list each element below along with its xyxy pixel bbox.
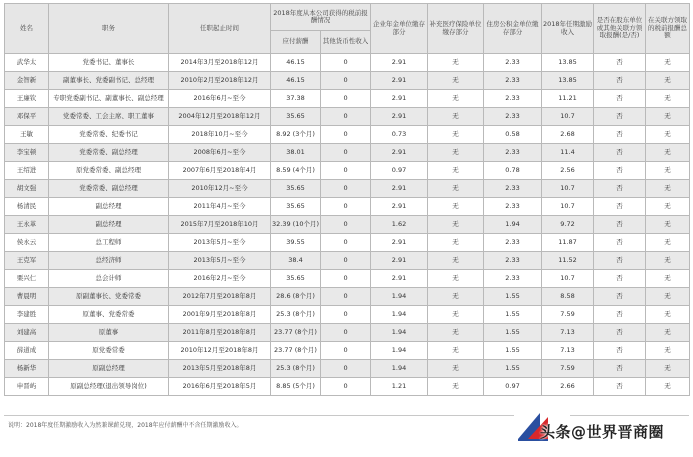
cell-housing: 2.33 [484,144,542,162]
cell-incentive: 10.7 [542,270,594,288]
cell-related: 无 [646,72,690,90]
cell-pension: 2.91 [371,108,428,126]
cell-housing: 2.33 [484,72,542,90]
table-row [5,144,690,162]
cell-payable: 25.3 (8个月) [271,306,321,324]
cell-shareholder: 否 [594,90,646,108]
cell-pension: 1.94 [371,360,428,378]
cell-shareholder: 否 [594,72,646,90]
cell-other: 0 [321,324,371,342]
cell-shareholder: 否 [594,360,646,378]
cell-shareholder: 否 [594,144,646,162]
cell-shareholder: 否 [594,270,646,288]
cell-shareholder: 否 [594,198,646,216]
cell-name: 金智新 [5,72,49,90]
table-row [5,180,690,198]
cell-related: 无 [646,288,690,306]
cell-medical: 无 [428,306,484,324]
cell-related: 无 [646,90,690,108]
table-row [5,270,690,288]
cell-housing: 1.94 [484,216,542,234]
cell-pension: 2.91 [371,198,428,216]
cell-term: 2013年5月至2018年8月 [169,360,271,378]
cell-name: 李建胜 [5,306,49,324]
cell-name: 王永革 [5,216,49,234]
header-related-paid: 在关联方领取的税前报酬总额 [646,4,690,54]
cell-shareholder: 否 [594,378,646,396]
cell-pension: 0.97 [371,162,428,180]
cell-medical: 无 [428,162,484,180]
cell-pension: 1.62 [371,216,428,234]
cell-medical: 无 [428,270,484,288]
cell-medical: 无 [428,378,484,396]
cell-other: 0 [321,378,371,396]
cell-related: 无 [646,216,690,234]
cell-term: 2011年8月至2018年8月 [169,324,271,342]
cell-term: 2018年10月~至今 [169,126,271,144]
cell-position: 原副总经理 [49,360,169,378]
cell-other: 0 [321,288,371,306]
cell-related: 无 [646,342,690,360]
table-row [5,252,690,270]
cell-name: 邓保平 [5,108,49,126]
table-row [5,360,690,378]
cell-incentive: 7.13 [542,342,594,360]
cell-payable: 46.15 [271,72,321,90]
cell-position: 副总经理 [49,198,169,216]
cell-name: 王敏 [5,126,49,144]
cell-housing: 2.33 [484,198,542,216]
cell-shareholder: 否 [594,234,646,252]
header-incentive: 2018年任期激励收入 [542,4,594,54]
cell-payable: 8.59 (4个月) [271,162,321,180]
cell-position: 党委常委、副总经理 [49,180,169,198]
cell-term: 2011年4月~至今 [169,198,271,216]
cell-other: 0 [321,72,371,90]
cell-medical: 无 [428,360,484,378]
cell-incentive: 10.7 [542,108,594,126]
cell-related: 无 [646,270,690,288]
cell-other: 0 [321,90,371,108]
header-housing: 住房公积金单位缴存部分 [484,4,542,54]
table-row [5,162,690,180]
header-medical: 补充医疗保险单位缴存部分 [428,4,484,54]
cell-position: 党委常委、纪委书记 [49,126,169,144]
cell-related: 无 [646,180,690,198]
cell-term: 2013年5月~至今 [169,252,271,270]
cell-pension: 2.91 [371,252,428,270]
cell-incentive: 11.21 [542,90,594,108]
table-row [5,234,690,252]
cell-position: 副董事长、党委副书记、总经理 [49,72,169,90]
cell-other: 0 [321,162,371,180]
cell-payable: 32.39 (10个月) [271,216,321,234]
cell-term: 2015年7月至2018年10月 [169,216,271,234]
cell-other: 0 [321,180,371,198]
cell-other: 0 [321,270,371,288]
cell-shareholder: 否 [594,252,646,270]
cell-term: 2010年2月至2018年12月 [169,72,271,90]
cell-housing: 2.33 [484,54,542,72]
cell-incentive: 2.66 [542,378,594,396]
cell-medical: 无 [428,234,484,252]
cell-position: 原党委常委 [49,342,169,360]
cell-related: 无 [646,108,690,126]
cell-housing: 1.55 [484,360,542,378]
cell-shareholder: 否 [594,54,646,72]
cell-pension: 2.91 [371,90,428,108]
cell-term: 2008年6月~至今 [169,144,271,162]
table-note: 说明：2018年度任期激励收入为然兼课薪兑现，2018年应付薪酬中不含任期激励收入。 [8,422,243,429]
cell-housing: 1.55 [484,324,542,342]
cell-other: 0 [321,234,371,252]
cell-shareholder: 否 [594,306,646,324]
cell-housing: 0.78 [484,162,542,180]
header-pension: 企业年金单位缴存部分 [371,4,428,54]
cell-term: 2007年6月至2018年4月 [169,162,271,180]
cell-related: 无 [646,324,690,342]
cell-position: 原董事 [49,324,169,342]
cell-name: 武华太 [5,54,49,72]
cell-other: 0 [321,216,371,234]
cell-position: 副总经理 [49,216,169,234]
cell-housing: 0.58 [484,126,542,144]
compensation-table [4,3,690,396]
cell-shareholder: 否 [594,342,646,360]
cell-incentive: 2.68 [542,126,594,144]
cell-pension: 2.91 [371,54,428,72]
header-other-income: 其他货币性收入 [321,31,371,54]
cell-other: 0 [321,198,371,216]
cell-incentive: 7.59 [542,360,594,378]
cell-term: 2010年12月至2018年8月 [169,342,271,360]
cell-pension: 1.94 [371,324,428,342]
cell-incentive: 8.58 [542,288,594,306]
cell-pension: 2.91 [371,72,428,90]
cell-medical: 无 [428,108,484,126]
cell-medical: 无 [428,324,484,342]
cell-incentive: 7.13 [542,324,594,342]
header-position: 职务 [49,4,169,54]
cell-payable: 8.92 (3个月) [271,126,321,144]
cell-related: 无 [646,54,690,72]
cell-shareholder: 否 [594,324,646,342]
cell-shareholder: 否 [594,180,646,198]
header-payable: 应付薪酬 [271,31,321,54]
header-name: 姓名 [5,4,49,54]
cell-medical: 无 [428,144,484,162]
cell-payable: 38.4 [271,252,321,270]
cell-payable: 28.6 (8个月) [271,288,321,306]
cell-payable: 35.65 [271,198,321,216]
cell-other: 0 [321,252,371,270]
cell-position: 总经济师 [49,252,169,270]
cell-payable: 35.65 [271,180,321,198]
cell-related: 无 [646,198,690,216]
cell-incentive: 7.59 [542,306,594,324]
header-shareholder-paid: 是否在股东单位或其他关联方领取报酬(是/否) [594,4,646,54]
cell-pension: 2.91 [371,144,428,162]
cell-position: 党委常委、工会主席、职工董事 [49,108,169,126]
cell-related: 无 [646,234,690,252]
table-row [5,306,690,324]
cell-other: 0 [321,360,371,378]
cell-payable: 46.15 [271,54,321,72]
cell-payable: 37.38 [271,90,321,108]
cell-incentive: 9.72 [542,216,594,234]
table-row [5,342,690,360]
table-row [5,378,690,396]
watermark: 头条@世界晋商圈 [540,423,665,441]
cell-name: 杨新华 [5,360,49,378]
cell-term: 2001年9月至2018年8月 [169,306,271,324]
cell-medical: 无 [428,90,484,108]
header-group-2018: 2018年度从本公司获得的税前报酬情况 [271,4,371,31]
cell-position: 原副总经理(退出领导岗位) [49,378,169,396]
cell-term: 2016年6月至2018年5月 [169,378,271,396]
table-row [5,288,690,306]
cell-position: 党委书记、董事长 [49,54,169,72]
cell-name: 王克军 [5,252,49,270]
cell-shareholder: 否 [594,126,646,144]
cell-medical: 无 [428,288,484,306]
cell-payable: 8.85 (5个月) [271,378,321,396]
cell-term: 2010年12月~至今 [169,180,271,198]
cell-term: 2016年2月~至今 [169,270,271,288]
cell-name: 李宝顿 [5,144,49,162]
cell-housing: 1.55 [484,342,542,360]
cell-other: 0 [321,144,371,162]
cell-medical: 无 [428,198,484,216]
cell-shareholder: 否 [594,288,646,306]
cell-other: 0 [321,108,371,126]
footer-divider [4,415,689,416]
table-row [5,72,690,90]
cell-related: 无 [646,162,690,180]
cell-medical: 无 [428,252,484,270]
cell-payable: 25.3 (8个月) [271,360,321,378]
cell-pension: 1.94 [371,288,428,306]
cell-related: 无 [646,144,690,162]
cell-other: 0 [321,54,371,72]
table-row [5,90,690,108]
table-row [5,216,690,234]
cell-name: 王绍进 [5,162,49,180]
cell-related: 无 [646,306,690,324]
cell-shareholder: 否 [594,216,646,234]
cell-housing: 2.33 [484,234,542,252]
cell-shareholder: 否 [594,162,646,180]
cell-incentive: 11.4 [542,144,594,162]
cell-related: 无 [646,360,690,378]
cell-housing: 2.33 [484,180,542,198]
cell-housing: 2.33 [484,252,542,270]
cell-pension: 2.91 [371,270,428,288]
cell-housing: 1.55 [484,288,542,306]
cell-position: 原董事、党委常委 [49,306,169,324]
cell-name: 王廉钦 [5,90,49,108]
cell-term: 2013年5月~至今 [169,234,271,252]
cell-position: 总会计师 [49,270,169,288]
cell-incentive: 11.52 [542,252,594,270]
cell-housing: 0.97 [484,378,542,396]
cell-medical: 无 [428,216,484,234]
cell-housing: 1.55 [484,306,542,324]
cell-term: 2012年7月至2018年8月 [169,288,271,306]
header-term: 任职起止时间 [169,4,271,54]
cell-name: 侯永云 [5,234,49,252]
cell-medical: 无 [428,72,484,90]
cell-payable: 38.01 [271,144,321,162]
cell-pension: 1.94 [371,342,428,360]
cell-payable: 35.65 [271,270,321,288]
cell-incentive: 13.85 [542,72,594,90]
cell-pension: 0.73 [371,126,428,144]
cell-name: 胡文强 [5,180,49,198]
table-row [5,108,690,126]
cell-medical: 无 [428,126,484,144]
cell-name: 杨清民 [5,198,49,216]
cell-pension: 2.91 [371,180,428,198]
cell-medical: 无 [428,180,484,198]
cell-name: 申晋屿 [5,378,49,396]
table-row [5,198,690,216]
cell-incentive: 10.7 [542,198,594,216]
cell-term: 2016年6月~至今 [169,90,271,108]
cell-payable: 23.77 (8个月) [271,342,321,360]
cell-pension: 1.94 [371,306,428,324]
cell-housing: 2.33 [484,108,542,126]
cell-name: 曹晨明 [5,288,49,306]
cell-related: 无 [646,126,690,144]
cell-related: 无 [646,378,690,396]
cell-pension: 2.91 [371,234,428,252]
cell-housing: 2.33 [484,270,542,288]
table-row [5,126,690,144]
cell-medical: 无 [428,342,484,360]
cell-other: 0 [321,126,371,144]
cell-term: 2014年3月至2018年12月 [169,54,271,72]
cell-incentive: 11.87 [542,234,594,252]
cell-position: 专职党委副书记、副董事长、副总经理 [49,90,169,108]
cell-position: 原副董事长、党委常委 [49,288,169,306]
cell-position: 总工程师 [49,234,169,252]
cell-medical: 无 [428,54,484,72]
cell-shareholder: 否 [594,108,646,126]
cell-position: 原党委常委、副总经理 [49,162,169,180]
table-body [5,54,690,396]
cell-other: 0 [321,306,371,324]
table-header [5,4,690,54]
cell-incentive: 2.56 [542,162,594,180]
cell-related: 无 [646,252,690,270]
cell-other: 0 [321,342,371,360]
table-row [5,54,690,72]
cell-name: 薛道成 [5,342,49,360]
cell-payable: 23.77 (8个月) [271,324,321,342]
cell-incentive: 13.85 [542,54,594,72]
cell-position: 党委常委、副总经理 [49,144,169,162]
cell-payable: 35.65 [271,108,321,126]
cell-term: 2004年12月至2018年12月 [169,108,271,126]
cell-name: 刘建高 [5,324,49,342]
cell-payable: 39.55 [271,234,321,252]
cell-housing: 2.33 [484,90,542,108]
table-row [5,324,690,342]
cell-name: 栗兴仁 [5,270,49,288]
cell-incentive: 10.7 [542,180,594,198]
cell-pension: 1.21 [371,378,428,396]
